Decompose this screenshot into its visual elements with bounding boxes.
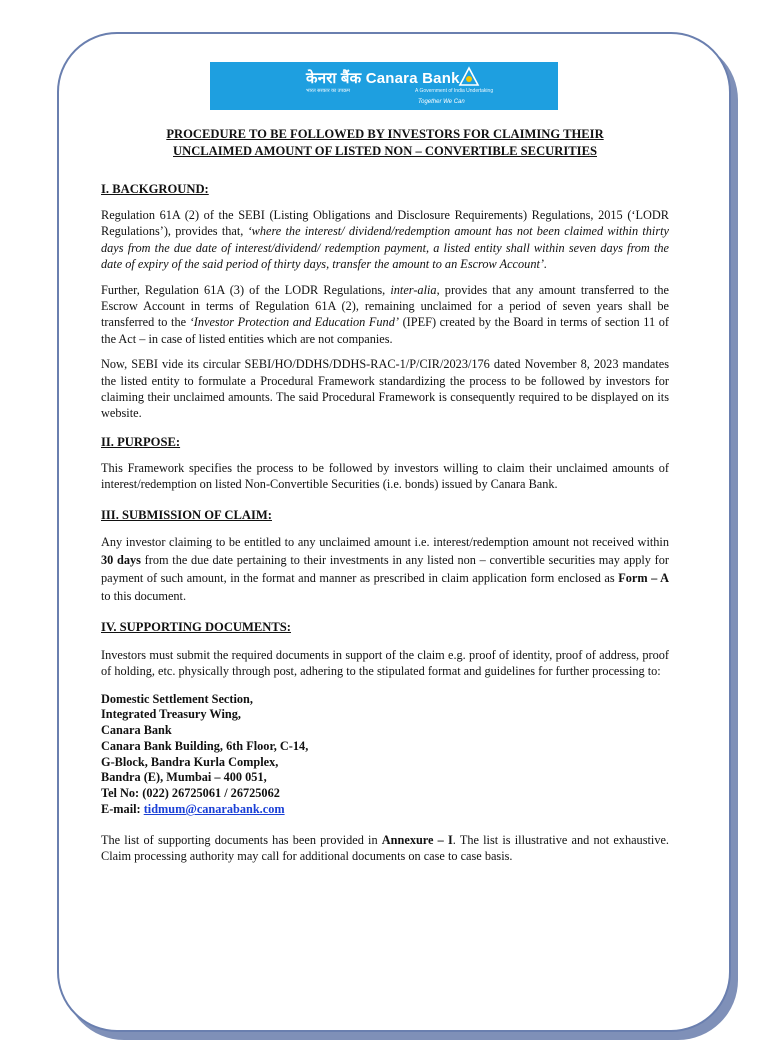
canara-bank-logo-banner <box>210 62 558 110</box>
section-heading-supporting-documents: IV. SUPPORTING DOCUMENTS: <box>101 619 291 634</box>
logo-tagline: Together We Can <box>418 99 465 105</box>
address-line: Canara Bank Building, 6th Floor, C-14, <box>101 738 309 753</box>
telephone-line: Tel No: (022) 26725061 / 26725062 <box>101 786 280 801</box>
section-heading-submission: III. SUBMISSION OF CLAIM: <box>101 507 272 522</box>
document-body <box>101 126 669 865</box>
background-paragraph-2: Further, Regulation 61A (3) of the LODR Regulations, inter-alia, provides that any amount transferred to the Escrow Account in terms of Regulation 61A (2), remaining unclaimed for a period of seven years shall be transferred to the ‘Investor Protection and Education Fund’ (IPEF) created by the Board in terms of section 11 of the Act – in case of listed entities which are not companies. <box>101 282 669 346</box>
email-link[interactable]: tidmum@canarabank.com <box>143 802 285 817</box>
section-heading-purpose: II. PURPOSE: <box>101 434 181 449</box>
email-line: E-mail: tidmum@canarabank.com <box>101 802 285 817</box>
postal-address-block <box>101 692 669 818</box>
address-line: Canara Bank <box>101 723 172 738</box>
background-paragraph-3: Now, SEBI vide its circular SEBI/HO/DDHS/DDHS-RAC-1/P/CIR/2023/176 dated November 8, 2023 mandates the listed entity to formulate a Procedural Framework standardizing the process to be followed by investors for claiming their unclaimed amounts. The said Procedural Framework is consequently required to be displayed on its website. <box>101 357 669 421</box>
address-line: Domestic Settlement Section, <box>101 691 253 706</box>
section-heading-background: I. BACKGROUND: <box>101 182 209 196</box>
logo-subtitle-english: A Government of India Undertaking <box>415 88 494 94</box>
annexure-paragraph: The list of supporting documents has been provided in Annexure – I. The list is illustrative and not exhaustive. Claim processing authority may call for additional documents on case to case basis. <box>101 832 669 864</box>
supporting-paragraph: Investors must submit the required documents in support of the claim e.g. proof of identity, proof of address, proof of holding, etc. physically through post, adhering to the stipulated format and guidelines for further processing to: <box>101 647 669 679</box>
logo-bank-name: केनरा बैंक Canara Bank <box>306 70 460 87</box>
submission-paragraph: Any investor claiming to be entitled to any unclaimed amount i.e. interest/redemption amount not received within 30 days from the due date pertaining to their investments in any listed non – convertible securities may apply for payment of such amount, in the format and manner as prescribed in claim application form enclosed as Form – A to this document. <box>101 534 669 603</box>
purpose-paragraph: This Framework specifies the process to be followed by investors willing to claim their unclaimed amounts of interest/redemption on listed Non-Convertible Securities (i.e. bonds) issued by Canara Bank. <box>101 460 669 492</box>
background-paragraph-1: Regulation 61A (2) of the SEBI (Listing Obligations and Disclosure Requirements) Regulations, 2015 (‘LODR Regulations’), provides that, ‘where the interest/ dividend/redemption amount has not been claimed within thirty days from the due date of interest/dividend/ redemption payment, a listed entity shall within seven days from the date of expiry of the said period of thirty days, transfer the amount to an Escrow Account’. <box>101 208 669 272</box>
logo-subtitle-hindi: भारत सरकार का उपक्रम <box>306 88 351 94</box>
address-line: Integrated Treasury Wing, <box>101 707 241 722</box>
document-title: PROCEDURE TO BE FOLLOWED BY INVESTORS FOR CLAIMING THEIR UNCLAIMED AMOUNT OF LISTED NON – CONVERTIBLE SECURITIES <box>166 127 604 158</box>
address-line: Bandra (E), Mumbai – 400 051, <box>101 770 267 785</box>
canara-bank-emblem-icon <box>458 66 480 88</box>
address-line: G-Block, Bandra Kurla Complex, <box>101 754 279 769</box>
